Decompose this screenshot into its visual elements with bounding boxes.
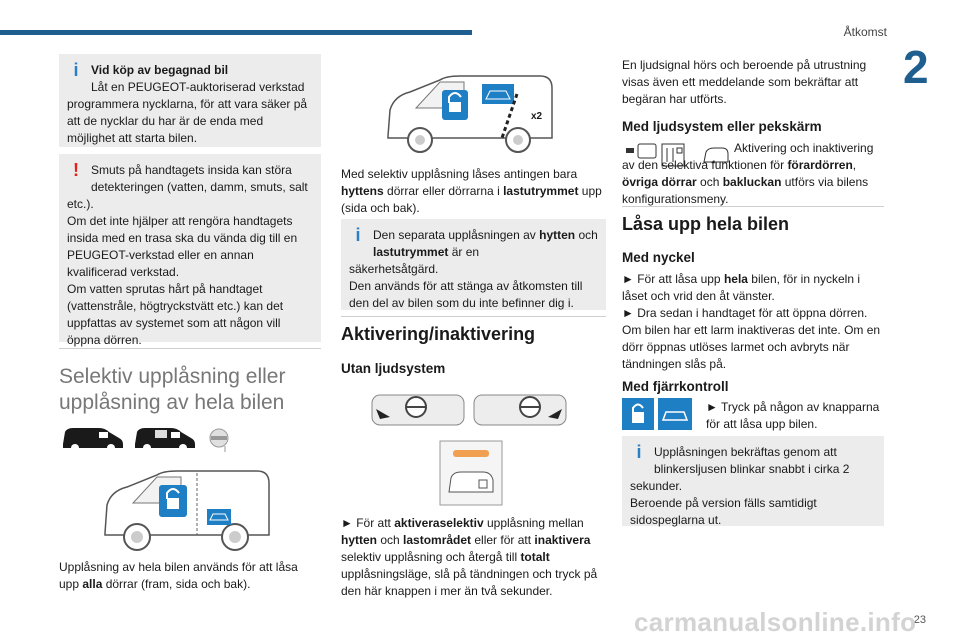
config-menu-paragraph: [622, 140, 884, 208]
used-car-info-box: [59, 54, 321, 147]
unlock-all-heading: Låsa upp hela bilen: [622, 214, 790, 234]
text-run: ► För att låsa upp: [622, 272, 724, 286]
info-box-mirrors: Beroende på version fälls samtidigt sidospeglarna ut.: [630, 496, 817, 527]
info-box-safety: säkerhetsåtgärd.: [349, 262, 439, 276]
text-run: Upplåsning av hela bilen används för att låsa upp: [59, 560, 298, 591]
text-bold: lastområdet: [403, 533, 472, 547]
key-step-2: ► Dra sedan i handtaget för att öppna dörren.: [622, 306, 868, 320]
text-run: Den separata upplåsningen av: [373, 228, 540, 242]
text-run: dörrar eller dörrarna i: [383, 184, 504, 198]
text-run: upp (sida och bak).: [341, 184, 602, 215]
text-run: selektiv upplåsning och återgå till: [341, 550, 521, 564]
text-bold: hytten: [539, 228, 576, 242]
warning-first: Smuts på handtagets insida kan störa detekteringen (vatten, damm, smuts, salt: [91, 163, 308, 194]
text-run: Aktivering och inaktivering av den selektiva funktionen för: [622, 141, 874, 172]
multiplier-label: x2: [531, 111, 543, 122]
info-box-title: Vid köp av begagnad bil: [91, 63, 229, 77]
text-run: och: [696, 175, 723, 189]
safety-info-box: [341, 219, 606, 310]
text-run: och: [575, 228, 598, 242]
warning-water: Om vatten sprutas hårt på handtaget (vattenstråle, högtryckstvätt etc.) kan det uppfattas av systemet som att någon vill öppna dörren.: [67, 282, 284, 347]
warning-clean: Om det inte hjälper att rengöra handtagets insida med en trasa ska du vända dig till en PEUGEOT-verkstad eller en annan kvalificerad verkstad.: [67, 214, 298, 279]
text-run: ► För att: [341, 516, 395, 530]
text-run: utförs via bilens konfigurationsmeny.: [622, 175, 869, 206]
text-run: bilen, för in nyckeln i låset och vrid den åt vänster.: [622, 272, 861, 303]
indicator-info-box: [622, 436, 884, 526]
section-title: Selektiv upplåsning eller upplåsning av hela bilen: [59, 365, 286, 414]
text-bold: totalt: [520, 550, 550, 564]
info-icon: i: [355, 225, 361, 245]
text-bold: hyttens: [341, 184, 384, 198]
text-bold: alla: [82, 577, 103, 591]
remote-paragraph: ► Tryck på någon av knapparna för att låsa upp bilen.: [706, 400, 880, 431]
info-box-line1: Låt en PEUGEOT-auktoriserad verkstad: [91, 80, 305, 94]
info-icon: i: [73, 60, 79, 80]
alarm-note: Om bilen har ett larm inaktiveras det inte. Om en dörr öppnas utlöses larmet och avbryts när tändningen slås på.: [622, 323, 881, 371]
key-step-1: [622, 271, 884, 305]
text-run: dörrar (fram, sida och bak).: [102, 577, 251, 591]
with-key-subheading: Med nyckel: [622, 250, 695, 265]
text-run: och: [377, 533, 404, 547]
info-box-first: [349, 227, 598, 261]
info-box-text: programmera nycklarna, för att vara säker på att de nycklar du har är de enda med möjlighet att starta bilen.: [67, 97, 308, 145]
header-accent-bar: [0, 30, 472, 35]
steering-wheel-illustration: [370, 391, 570, 429]
no-audio-subheading: Utan ljudsystem: [341, 361, 446, 376]
text-run: Med selektiv upplåsning låses antingen bara: [341, 167, 578, 181]
remote-unlock-icons: [622, 398, 694, 430]
text-run: upplåsning mellan: [483, 516, 584, 530]
text-bold: lastutrymmet: [373, 245, 449, 259]
text-run: ,: [852, 158, 857, 172]
section-divider: [622, 206, 884, 207]
section-divider: [341, 316, 606, 317]
text-bold: bakluckan: [722, 175, 782, 189]
activation-paragraph: [341, 515, 606, 600]
key-unlock-paragraph: [622, 271, 884, 373]
text-bold: inaktivera: [534, 533, 591, 547]
remote-subheading: Med fjärrkontroll: [622, 379, 729, 394]
text-run: eller för att: [471, 533, 535, 547]
warning-etc: etc.).: [67, 197, 94, 211]
dirt-warning-box: [59, 154, 321, 347]
chapter-number: 2: [903, 41, 929, 93]
text-bold: hytten: [341, 533, 377, 547]
text-bold: lastutrymmet: [503, 184, 579, 198]
watermark: carmanualsonline.info: [634, 607, 917, 637]
info-box-seconds: sekunder.: [630, 479, 683, 493]
selective-unlock-paragraph: [341, 166, 606, 217]
audio-touchscreen-subheading: Med ljudsystem eller pekskärm: [622, 119, 822, 134]
text-bold: förardörren: [787, 158, 853, 172]
selective-unlock-button-icon: [439, 440, 503, 506]
whole-unlock-paragraph: [59, 559, 321, 593]
page-number: 23: [913, 614, 926, 626]
section-divider: [59, 348, 321, 349]
warning-icon: !: [73, 160, 79, 180]
activation-heading: Aktivering/inaktivering: [341, 324, 536, 344]
whole-van-unlock-illustration: [97, 465, 277, 555]
info-box-first: Upplåsningen bekräftas genom att blinkersljusen blinkar snabbt i cirka 2: [654, 445, 850, 476]
info-box-usage: Den används för att stänga av åtkomsten till den del av bilen som du inte befinner dig i.: [349, 279, 583, 310]
text-bold: övriga dörrar: [622, 175, 697, 189]
page-header-title: Åtkomst: [843, 25, 887, 39]
text-run: upplåsningsläge, slå på tändningen och tryck på den här knappen i mer än två sekunder.: [341, 567, 598, 598]
sound-signal-paragraph: En ljudsignal hörs och beroende på utrustning visas även ett meddelande som bekräftar att begäran har utförts.: [622, 58, 867, 106]
van-silhouettes-illustration: [59, 422, 239, 454]
text-bold: hela: [723, 272, 748, 286]
text-bold: aktiveraselektiv: [394, 516, 484, 530]
text-run: är en: [448, 245, 480, 259]
info-icon: i: [636, 442, 642, 462]
